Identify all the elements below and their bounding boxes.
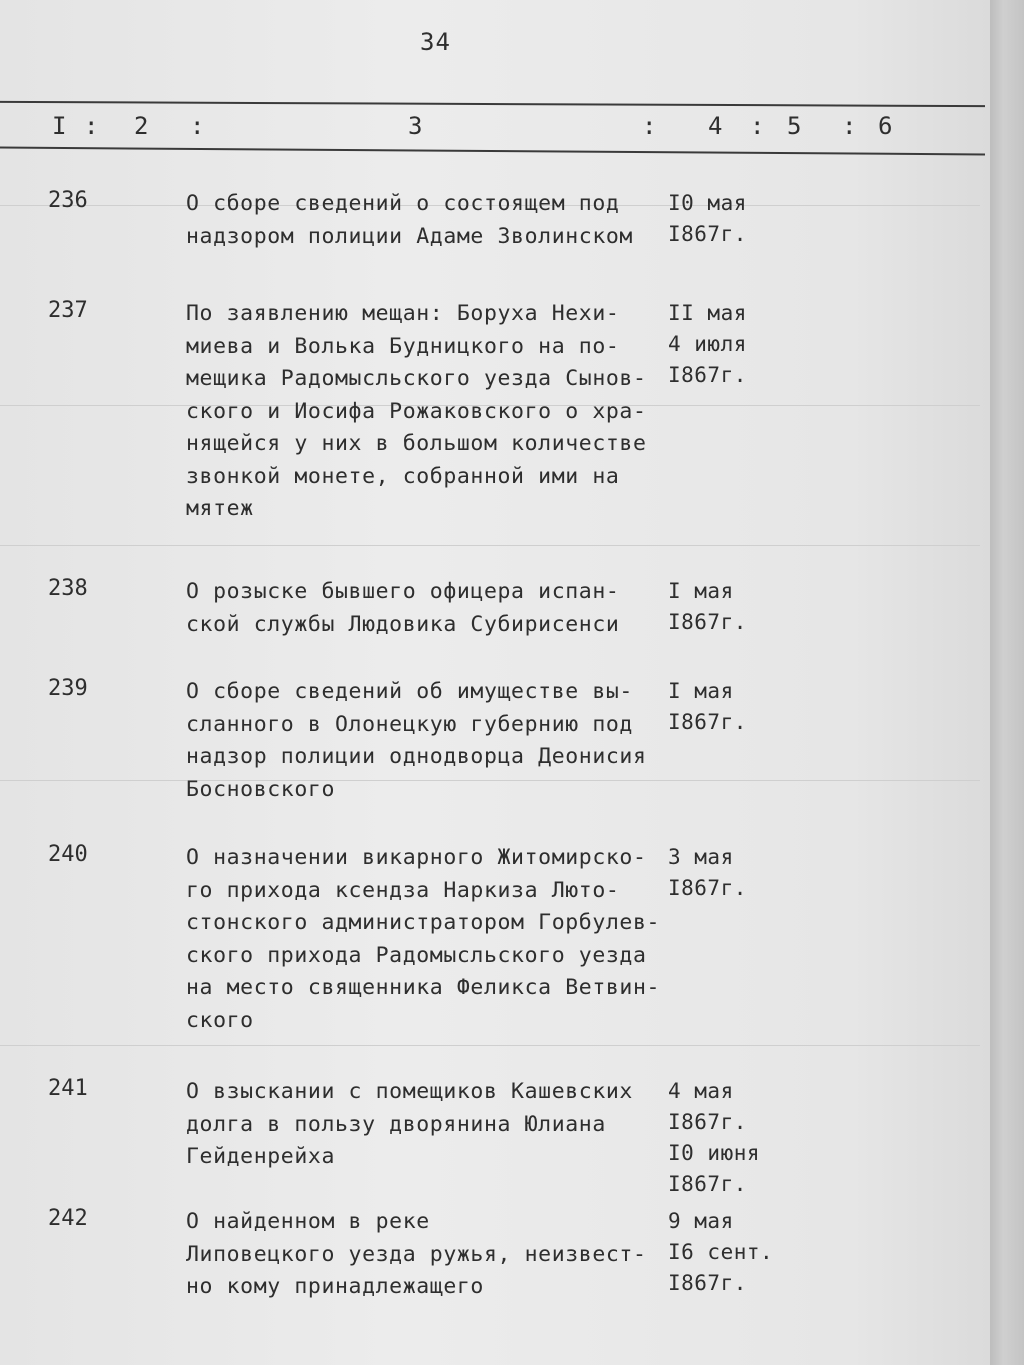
entry-title: О взыскании с помещиков Кашевских долга в пользу дворянина Юлиана Гейденрейха: [186, 1079, 633, 1169]
entry-number: 236: [48, 188, 88, 213]
entry-number: 241: [48, 1076, 88, 1101]
column-separator: :: [842, 112, 857, 140]
ghost-rule: [0, 1045, 980, 1046]
entry-dates: 9 мая I6 сент. I867г.: [668, 1209, 774, 1295]
column-header-6: 6: [878, 112, 893, 140]
column-separator: :: [642, 112, 657, 140]
entry-dates: I мая I867г.: [668, 679, 747, 734]
column-separator: :: [750, 112, 765, 140]
entry-title: О сборе сведений об имуществе вы- сланного в Олонецкую губернию под надзор полиции однодворца Деонисия Босновского: [186, 679, 647, 802]
column-header-3: 3: [408, 112, 423, 140]
entry-number: 240: [48, 842, 88, 867]
entry-number: 239: [48, 676, 88, 701]
page-number: 34: [420, 28, 451, 56]
adjacent-page-edge: [990, 0, 1024, 1365]
column-header-1: I: [52, 112, 67, 140]
header-top-rule: [0, 101, 985, 107]
entry-dates: I мая I867г.: [668, 579, 747, 634]
entry-title: О назначении викарного Житомирско- го прихода ксендза Наркиза Люто- стонского администратором Горбулев- ского прихода Радомысльского уезда на место священника Феликса Ветвин- ского: [186, 845, 661, 1033]
entry-number: 242: [48, 1206, 88, 1231]
header-bottom-rule: [0, 147, 985, 156]
ghost-rule: [0, 545, 980, 546]
column-header-4: 4: [708, 112, 723, 140]
column-separator: :: [84, 112, 99, 140]
column-header-5: 5: [787, 112, 802, 140]
entry-dates: I0 мая I867г.: [668, 191, 747, 246]
entry-dates: 4 мая I867г. I0 июня I867г.: [668, 1079, 761, 1196]
entry-number: 237: [48, 298, 88, 323]
entry-title: О сборе сведений о состоящем под надзором полиции Адаме Зволинском: [186, 191, 633, 249]
entry-title: О розыске бывшего офицера испан- ской службы Людовика Субирисенси: [186, 579, 620, 637]
entry-title: О найденном в реке Липовецкого уезда ружья, неизвест- но кому принадлежащего: [186, 1209, 647, 1299]
entry-title: По заявлению мещан: Боруха Нехи- миева и Волька Будницкого на по- мещика Радомысльского уезда Сынов- ского и Иосифа Рожаковского о хра- нящейся у них в большом количестве звонкой монете, собранной ими на мятеж: [186, 301, 647, 521]
entry-dates: 3 мая I867г.: [668, 845, 747, 900]
entry-dates: II мая 4 июля I867г.: [668, 301, 747, 387]
column-header-2: 2: [134, 112, 149, 140]
column-separator: :: [190, 112, 205, 140]
entry-number: 238: [48, 576, 88, 601]
